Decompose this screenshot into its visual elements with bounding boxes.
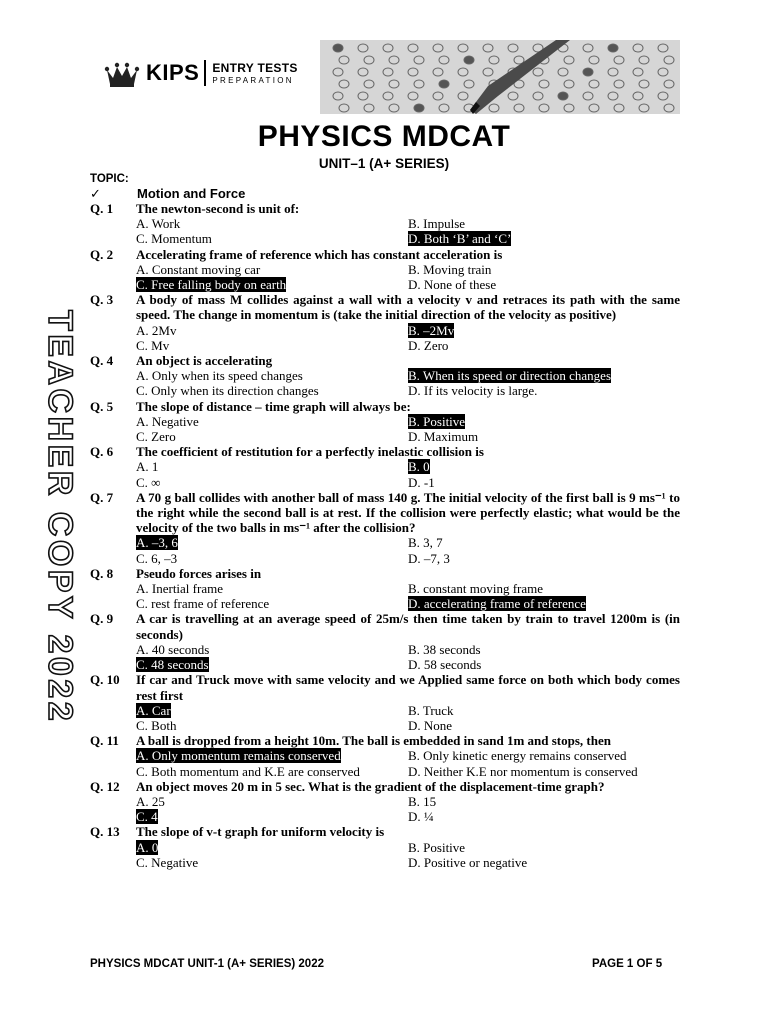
correct-option bbox=[136, 809, 408, 824]
option bbox=[408, 764, 680, 779]
question-stem: The newton-second is unit of: bbox=[136, 201, 300, 216]
option-text: D. ¼ bbox=[408, 809, 434, 825]
page-number: PAGE 1 OF 5 bbox=[592, 958, 663, 970]
question-stem: A body of mass M collides against a wall with a velocity v and retraces its path with the same speed. The change in momentum is (take the initial direction of the velocity as positive) bbox=[136, 292, 680, 323]
option-text: A. Work bbox=[136, 216, 181, 232]
question-number: Q. 12 bbox=[90, 778, 120, 794]
question-body bbox=[136, 490, 680, 566]
option-text: A. Inertial frame bbox=[136, 581, 223, 597]
question-number: Q. 10 bbox=[90, 672, 120, 688]
options-grid bbox=[136, 748, 680, 778]
correct-option bbox=[408, 459, 680, 474]
answer-bubble bbox=[333, 44, 343, 52]
question bbox=[90, 247, 680, 293]
answer-bubble bbox=[558, 92, 568, 100]
option-text: A. 40 seconds bbox=[136, 641, 210, 657]
option bbox=[408, 840, 680, 855]
option bbox=[136, 642, 408, 657]
option bbox=[136, 855, 408, 870]
option bbox=[136, 216, 408, 231]
question-number: Q. 8 bbox=[90, 565, 114, 581]
correct-option bbox=[136, 703, 408, 718]
question-number: Q. 9 bbox=[90, 611, 114, 627]
question-number: Q. 6 bbox=[90, 444, 114, 460]
page-title: PHYSICS MDCAT bbox=[257, 120, 511, 153]
question bbox=[90, 353, 680, 399]
option bbox=[408, 657, 680, 672]
question-stem: Pseudo forces arises in bbox=[136, 565, 262, 581]
question bbox=[90, 611, 680, 672]
page-subtitle: UNIT–1 (A+ SERIES) bbox=[318, 156, 450, 171]
option-text: A. –3, 6 bbox=[136, 535, 178, 551]
option-text: A. Constant moving car bbox=[136, 261, 261, 277]
option bbox=[136, 368, 408, 383]
option-text: A. 2Mv bbox=[136, 322, 177, 338]
question bbox=[90, 566, 680, 612]
options-grid bbox=[136, 642, 680, 672]
option bbox=[408, 475, 680, 490]
option-text: A. Negative bbox=[136, 413, 199, 429]
question-body bbox=[136, 733, 680, 779]
correct-option bbox=[136, 840, 408, 855]
correct-option bbox=[408, 231, 680, 246]
option-text: D. If its velocity is large. bbox=[408, 383, 538, 399]
option bbox=[408, 277, 680, 292]
answer-sheet-image bbox=[320, 40, 680, 114]
question-number: Q. 4 bbox=[90, 353, 114, 369]
topic-row bbox=[90, 186, 245, 202]
question-body bbox=[136, 247, 680, 293]
option-text: D. –7, 3 bbox=[408, 550, 450, 566]
correct-option bbox=[408, 368, 680, 383]
option-text: C. Both momentum and K.E are conserved bbox=[136, 763, 360, 779]
option-text: D. -1 bbox=[408, 474, 435, 490]
option bbox=[136, 262, 408, 277]
question-number: Q. 13 bbox=[90, 824, 120, 840]
question-body bbox=[136, 201, 680, 247]
question-stem: A ball is dropped from a height 10m. The ball is embedded in sand 1m and stops, then bbox=[136, 733, 611, 749]
options-grid bbox=[136, 535, 680, 565]
option bbox=[136, 596, 408, 611]
question bbox=[90, 824, 680, 870]
topic-name: Motion and Force bbox=[137, 186, 246, 201]
option bbox=[136, 323, 408, 338]
option-text: C. 6, –3 bbox=[136, 550, 178, 566]
question-body bbox=[136, 779, 680, 825]
option bbox=[136, 581, 408, 596]
option-text: D. accelerating frame of reference bbox=[408, 596, 586, 612]
question-number: Q. 3 bbox=[90, 292, 114, 308]
question bbox=[90, 292, 680, 353]
option-text: D. Neither K.E nor momentum is conserved bbox=[408, 763, 638, 779]
option-text: A. Only when its speed changes bbox=[136, 368, 303, 384]
question-body bbox=[136, 353, 680, 399]
option bbox=[136, 718, 408, 733]
option-text: D. None of these bbox=[408, 277, 497, 293]
option-text: B. Only kinetic energy remains conserved bbox=[408, 748, 627, 764]
option-text: C. rest frame of reference bbox=[136, 596, 270, 612]
option-text: D. Zero bbox=[408, 337, 449, 353]
question-body bbox=[136, 611, 680, 672]
option-text: A. Only momentum remains conserved bbox=[136, 748, 341, 764]
option bbox=[408, 216, 680, 231]
answer-bubble bbox=[439, 80, 449, 88]
answer-bubble bbox=[414, 104, 424, 112]
header-photo bbox=[320, 40, 680, 114]
option bbox=[408, 794, 680, 809]
option bbox=[408, 718, 680, 733]
option bbox=[408, 551, 680, 566]
option-text: C. Negative bbox=[136, 854, 199, 870]
question-stem: A car is travelling at an average speed of 25m/s then time taken by train to travel 1200m is (in seconds) bbox=[136, 611, 680, 642]
question bbox=[90, 779, 680, 825]
options-grid bbox=[136, 368, 680, 398]
brand-name: KIPS bbox=[146, 60, 200, 85]
options-grid bbox=[136, 703, 680, 733]
answer-bubble bbox=[583, 68, 593, 76]
option bbox=[136, 459, 408, 474]
option bbox=[136, 383, 408, 398]
brand-tagline bbox=[212, 62, 297, 85]
option-text: B. When its speed or direction changes bbox=[408, 368, 612, 384]
option-text: C. 4 bbox=[136, 809, 158, 825]
option-text: A. 1 bbox=[136, 459, 159, 475]
footer-title: PHYSICS MDCAT UNIT-1 (A+ SERIES) 2022 bbox=[90, 958, 324, 970]
option bbox=[408, 581, 680, 596]
question bbox=[90, 201, 680, 247]
question-number: Q. 1 bbox=[90, 201, 114, 216]
option-text: C. Zero bbox=[136, 429, 176, 445]
option bbox=[136, 338, 408, 353]
brand-line1: ENTRY TESTS bbox=[212, 60, 298, 75]
option-text: B. constant moving frame bbox=[408, 581, 544, 597]
option bbox=[408, 809, 680, 824]
topic-label: TOPIC: bbox=[90, 173, 129, 185]
option-text: A. 0 bbox=[136, 839, 159, 855]
correct-option bbox=[136, 277, 408, 292]
question-stem: The slope of distance – time graph will always be: bbox=[136, 398, 411, 414]
question-stem: A 70 g ball collides with another ball of mass 140 g. The initial velocity of the first ball is 9 ms⁻¹ to the right while the second ball is at rest. If the collision were perfectly elastic; what would be the velocity of the two balls in ms⁻¹ after the collision? bbox=[136, 489, 680, 536]
option bbox=[408, 262, 680, 277]
option-text: B. 38 seconds bbox=[408, 641, 481, 657]
question-number: Q. 5 bbox=[90, 398, 114, 414]
option bbox=[136, 794, 408, 809]
option-text: B. 3, 7 bbox=[408, 535, 443, 551]
option-text: B. Moving train bbox=[408, 261, 492, 277]
question bbox=[90, 733, 680, 779]
kips-logo bbox=[104, 58, 298, 88]
option-text: C. 48 seconds bbox=[136, 657, 209, 673]
option bbox=[408, 703, 680, 718]
option-text: D. None bbox=[408, 717, 453, 733]
option-text: A. 25 bbox=[136, 793, 165, 809]
option-text: D. Maximum bbox=[408, 429, 479, 445]
question-body bbox=[136, 566, 680, 612]
question-stem: The coefficient of restitution for a perfectly inelastic collision is bbox=[136, 444, 484, 460]
question-stem: An object moves 20 m in 5 sec. What is the gradient of the displacement-time graph? bbox=[136, 778, 605, 794]
options-grid bbox=[136, 216, 680, 246]
question-stem: Accelerating frame of reference which has constant acceleration is bbox=[136, 246, 503, 262]
options-grid bbox=[136, 794, 680, 824]
option-text: B. 15 bbox=[408, 793, 437, 809]
question-number: Q. 2 bbox=[90, 246, 114, 262]
options-grid bbox=[136, 581, 680, 611]
option-text: A. Car bbox=[136, 702, 171, 718]
question-body bbox=[136, 399, 680, 445]
question-stem: If car and Truck move with same velocity and we Applied same force on both which body comes rest first bbox=[136, 672, 680, 703]
correct-option bbox=[136, 748, 408, 763]
logo-divider bbox=[204, 60, 206, 86]
option-text: B. Positive bbox=[408, 839, 466, 855]
correct-option bbox=[408, 323, 680, 338]
question-number: Q. 7 bbox=[90, 489, 114, 505]
answer-bubble bbox=[608, 44, 618, 52]
option-text: B. –2Mv bbox=[408, 322, 455, 338]
option bbox=[408, 429, 680, 444]
option bbox=[136, 551, 408, 566]
option-text: C. Momentum bbox=[136, 231, 212, 247]
correct-option bbox=[408, 414, 680, 429]
checkmark-icon: ✓ bbox=[90, 186, 101, 201]
option bbox=[408, 642, 680, 657]
option bbox=[136, 231, 408, 246]
question-number: Q. 11 bbox=[90, 733, 119, 749]
option-text: D. Positive or negative bbox=[408, 854, 528, 870]
question bbox=[90, 672, 680, 733]
option-text: B. Impulse bbox=[408, 216, 466, 232]
correct-option bbox=[136, 535, 408, 550]
question-list bbox=[90, 201, 680, 870]
option-text: C. Only when its direction changes bbox=[136, 383, 319, 399]
option-text: C. Free falling body on earth bbox=[136, 277, 287, 293]
option-text: B. Truck bbox=[408, 702, 454, 718]
option bbox=[136, 764, 408, 779]
option bbox=[408, 383, 680, 398]
option-text: C. ∞ bbox=[136, 474, 161, 490]
question-body bbox=[136, 824, 680, 870]
option bbox=[136, 414, 408, 429]
question bbox=[90, 399, 680, 445]
option-text: D. Both ‘B’ and ‘C’ bbox=[408, 231, 512, 247]
correct-option bbox=[408, 596, 680, 611]
option-text: B. Positive bbox=[408, 413, 466, 429]
option-text: C. Both bbox=[136, 717, 177, 733]
option bbox=[408, 748, 680, 763]
question-stem: An object is accelerating bbox=[136, 353, 273, 369]
question-body bbox=[136, 444, 680, 490]
option bbox=[408, 338, 680, 353]
options-grid bbox=[136, 459, 680, 489]
question-body bbox=[136, 292, 680, 353]
answer-bubble bbox=[464, 56, 474, 64]
options-grid bbox=[136, 840, 680, 870]
question bbox=[90, 444, 680, 490]
option-text: C. Mv bbox=[136, 337, 170, 353]
question-body bbox=[136, 672, 680, 733]
option bbox=[136, 429, 408, 444]
correct-option bbox=[136, 657, 408, 672]
option bbox=[136, 475, 408, 490]
option-text: B. 0 bbox=[408, 459, 430, 475]
options-grid bbox=[136, 414, 680, 444]
watermark: TEACHER COPY 2022 bbox=[41, 310, 79, 725]
question bbox=[90, 490, 680, 566]
crown-icon bbox=[104, 58, 140, 88]
options-grid bbox=[136, 262, 680, 292]
option bbox=[408, 535, 680, 550]
option bbox=[408, 855, 680, 870]
brand-line2: PREPARATION bbox=[212, 75, 294, 85]
options-grid bbox=[136, 323, 680, 353]
option-text: D. 58 seconds bbox=[408, 657, 482, 673]
question-stem: The slope of v-t graph for uniform velocity is bbox=[136, 824, 385, 840]
